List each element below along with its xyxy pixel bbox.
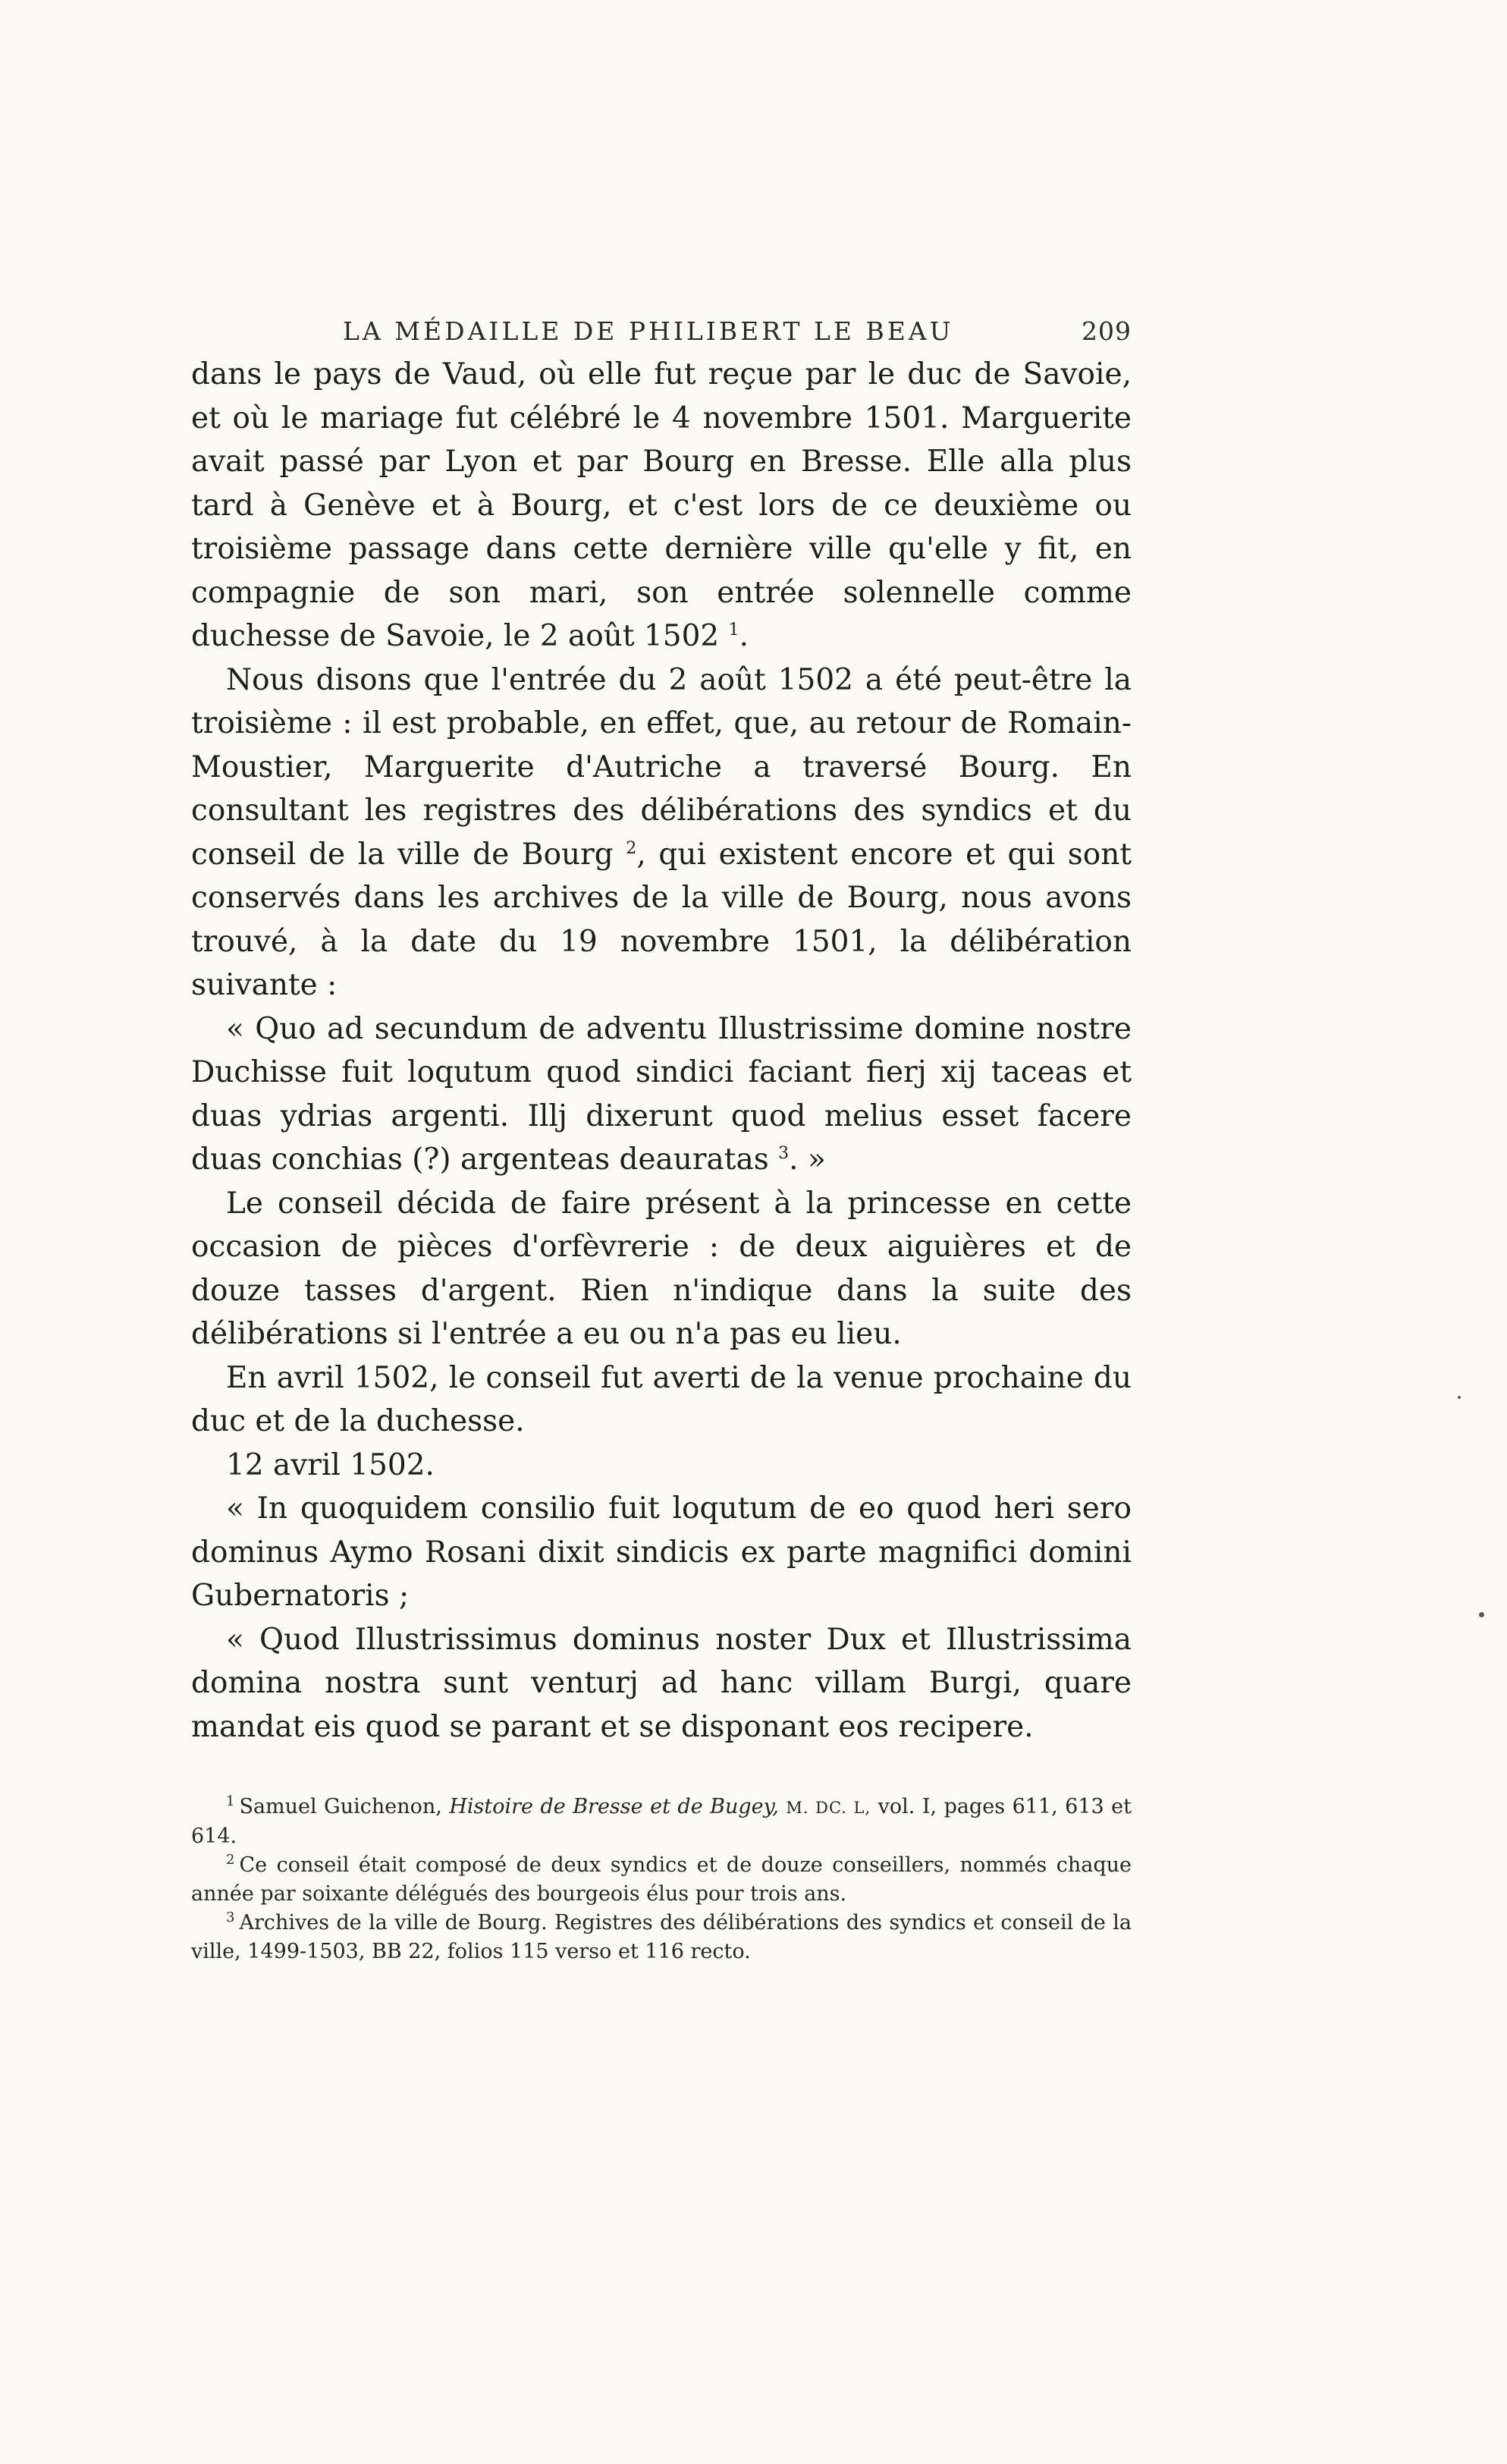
- paragraph: Le conseil décida de faire présent à la princesse en cette occasion de pièces d'orfèvrerie : de deux aiguières et de douze tasses d'argent. Rien n'indique dans la suite des délibérations si l'entrée a eu ou n'a pas eu lieu.: [191, 1186, 1132, 1351]
- footnote: $^2$ Ce conseil était composé de deux syndics et de douze conseillers, nommés chaque année par soixante délégués des bourgeois élus pour trois ans.: [191, 1852, 1132, 1906]
- date-line: 12 avril 1502.: [226, 1447, 435, 1482]
- footnote-ref: 2: [626, 838, 637, 858]
- footnote: $^1$ Samuel Guichenon, Histoire de Bresse et de Bugey, M. DC. L, vol. I, pages 611, 613 et 614.: [191, 1793, 1132, 1848]
- quotation: « In quoquidem consilio fuit loqutum de eo quod heri sero dominus Aymo Rosani dixit sindicis ex parte magnifici domini Gubernatoris ;: [191, 1491, 1132, 1613]
- quotation: « Quo ad secundum de adventu Illustrissime domine nostre Duchisse fuit loqutum quod sindici faciant fierj xij taceas et duas ydrias argenti. Illj dixerunt quod melius esset facere duas conchias (?) argenteas deauratas $^3$. »: [191, 1011, 1132, 1177]
- footnote-ref: 3: [778, 1144, 790, 1163]
- quotation: « Quod Illustrissimus dominus noster Dux et Illustrissima domina nostra sunt venturj ad hanc villam Burgi, quare mandat eis quod se parant et se disponant eos recipere.: [191, 1622, 1132, 1744]
- paragraph: En avril 1502, le conseil fut averti de la venue prochaine du duc et de la duchesse.: [191, 1360, 1132, 1438]
- paragraph: Nous disons que l'entrée du 2 août 1502 a été peut-être la troisième : il est probable, en effet, que, au retour de Romain-Moustier, Marguerite d'Autriche a traversé Bourg. En consultant les registres des délibérations des syndics et du conseil de la ville de Bourg $^2$, qui existent encore et qui sont conservés dans les archives de la ville de Bourg, nous avons trouvé, à la date du 19 novembre 1501, la délibération suivante :: [191, 662, 1132, 1002]
- footnotes: [191, 1793, 1132, 1966]
- page-content: [191, 307, 1132, 1966]
- scan-speck: [1458, 1396, 1461, 1399]
- page-number: 209: [1082, 316, 1132, 346]
- running-head: [191, 307, 1132, 350]
- running-head-title: LA MÉDAILLE DE PHILIBERT LE BEAU: [343, 316, 954, 346]
- paragraph: dans le pays de Vaud, où elle fut reçue par le duc de Savoie, et où le mariage fut célébré le 4 novembre 1501. Marguerite avait passé par Lyon et par Bourg en Bresse. Elle alla plus tard à Genève et à Bourg, et c'est lors de ce deuxième ou troisième passage dans cette dernière ville qu'elle y fit, en compagnie de son mari, son entrée solennelle comme duchesse de Savoie, le 2 août 1502 $^1$.: [191, 357, 1132, 653]
- scan-speck: [1479, 1612, 1484, 1617]
- footnote: $^3$ Archives de la ville de Bourg. Registres des délibérations des syndics et conseil de la ville, 1499-1503, BB 22, folios 115 verso et 116 recto.: [191, 1909, 1132, 1963]
- body-text: [191, 353, 1132, 1749]
- footnote-ref: 1: [728, 621, 739, 640]
